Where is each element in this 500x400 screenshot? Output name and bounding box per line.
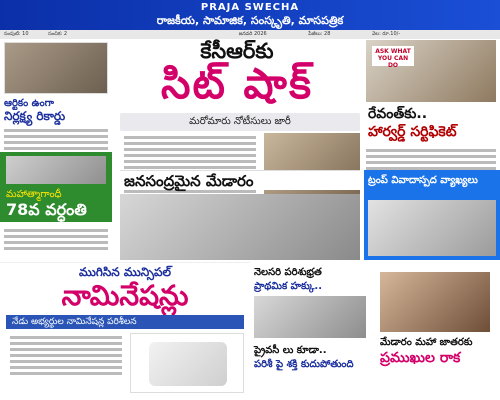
issue-text: సంచిక: 2 [48,31,68,37]
lower-left-title: జనసంద్రమైన మేడారం [124,172,254,190]
bottom-left-text [6,333,126,393]
volume-text: సంపుటి: 10 [4,31,29,37]
headline-subband: మరోమారు నోటీసులు జారీ [120,113,360,131]
left-item2-title: మహాత్మాగాంధీ [6,189,62,200]
left-item2-sub: 78వ వర్ధంతి [6,200,87,219]
bottom-mid-foot: ప్రైవసీ లు కూడా.. [254,345,327,356]
headline-kicker: కేసీఆర్‌కు [200,39,274,63]
bottom-mid-block [250,262,370,400]
lower-right-panel [364,170,500,260]
bottom-mid-photo [254,296,366,338]
bottom-left-kicker: ముగిసిన మున్సిపల్ [79,265,171,279]
bottom-mid-sub: ప్రాథమిక హక్కు.. [254,281,323,292]
bottom-left-main: నామినేషన్లు [61,279,189,312]
month-text: జనవరి 2026 [238,31,267,37]
bottom-right-block [370,262,500,400]
left-item1-title: ఆర్టికం ఉంగా [4,98,54,109]
left-item2-photo [6,156,106,184]
headline-block [112,40,362,114]
masthead-title: PRAJA SWECHA [200,2,300,13]
bottom-left-block [0,262,250,400]
bottom-mid-foot2: పరిశీ పై శక్తి కుదుపోతుంది [254,359,354,370]
bottom-mid-kicker: నెలసరి పరిశుభ్రత [254,267,322,278]
price-text: వెల: రూ.10/- [372,31,401,37]
bottom-right-caption1: మేడారం మహా జాతరకు [380,337,473,348]
bottom-left-ballot-box [130,333,244,393]
left-item2-text [0,226,112,260]
bottom-right-photo [380,272,490,332]
lower-right-title: ట్రంప్ వివాదాస్పద వ్యాఖ్యలు [368,175,478,186]
right-card1-sub: హార్వర్డ్ సర్టిఫికెట్ [368,124,457,140]
left-item1-sub: నిర్లక్ష్య రికార్డు [4,109,66,123]
left-column [0,40,112,262]
left-item2-panel [0,152,112,222]
banner-text: ASK WHAT YOU CAN DO [372,46,414,66]
lower-left-title-bar [120,170,360,190]
lower-left-photo [120,194,360,260]
lower-right-photo [368,200,496,256]
issue-ribbon [0,30,500,39]
pages-text: పేజీలు: 28 [308,31,331,37]
right-card1-title: రేవంత్‌కు.. [368,106,428,122]
masthead-tagline: రాజకీయ, సామాజిక, సంస్కృతి, మాసపత్రిక [156,14,344,27]
bottom-left-band: నేడు అభ్యర్థుల నామినేషన్ల పరిశీలన [6,315,244,329]
headline-main: సిట్ షాక్ [160,59,314,108]
masthead [0,0,500,30]
bottom-right-caption2: ప్రముఖుల రాక [380,350,461,366]
ballot-box-image [149,342,227,386]
article-photo [5,43,107,93]
